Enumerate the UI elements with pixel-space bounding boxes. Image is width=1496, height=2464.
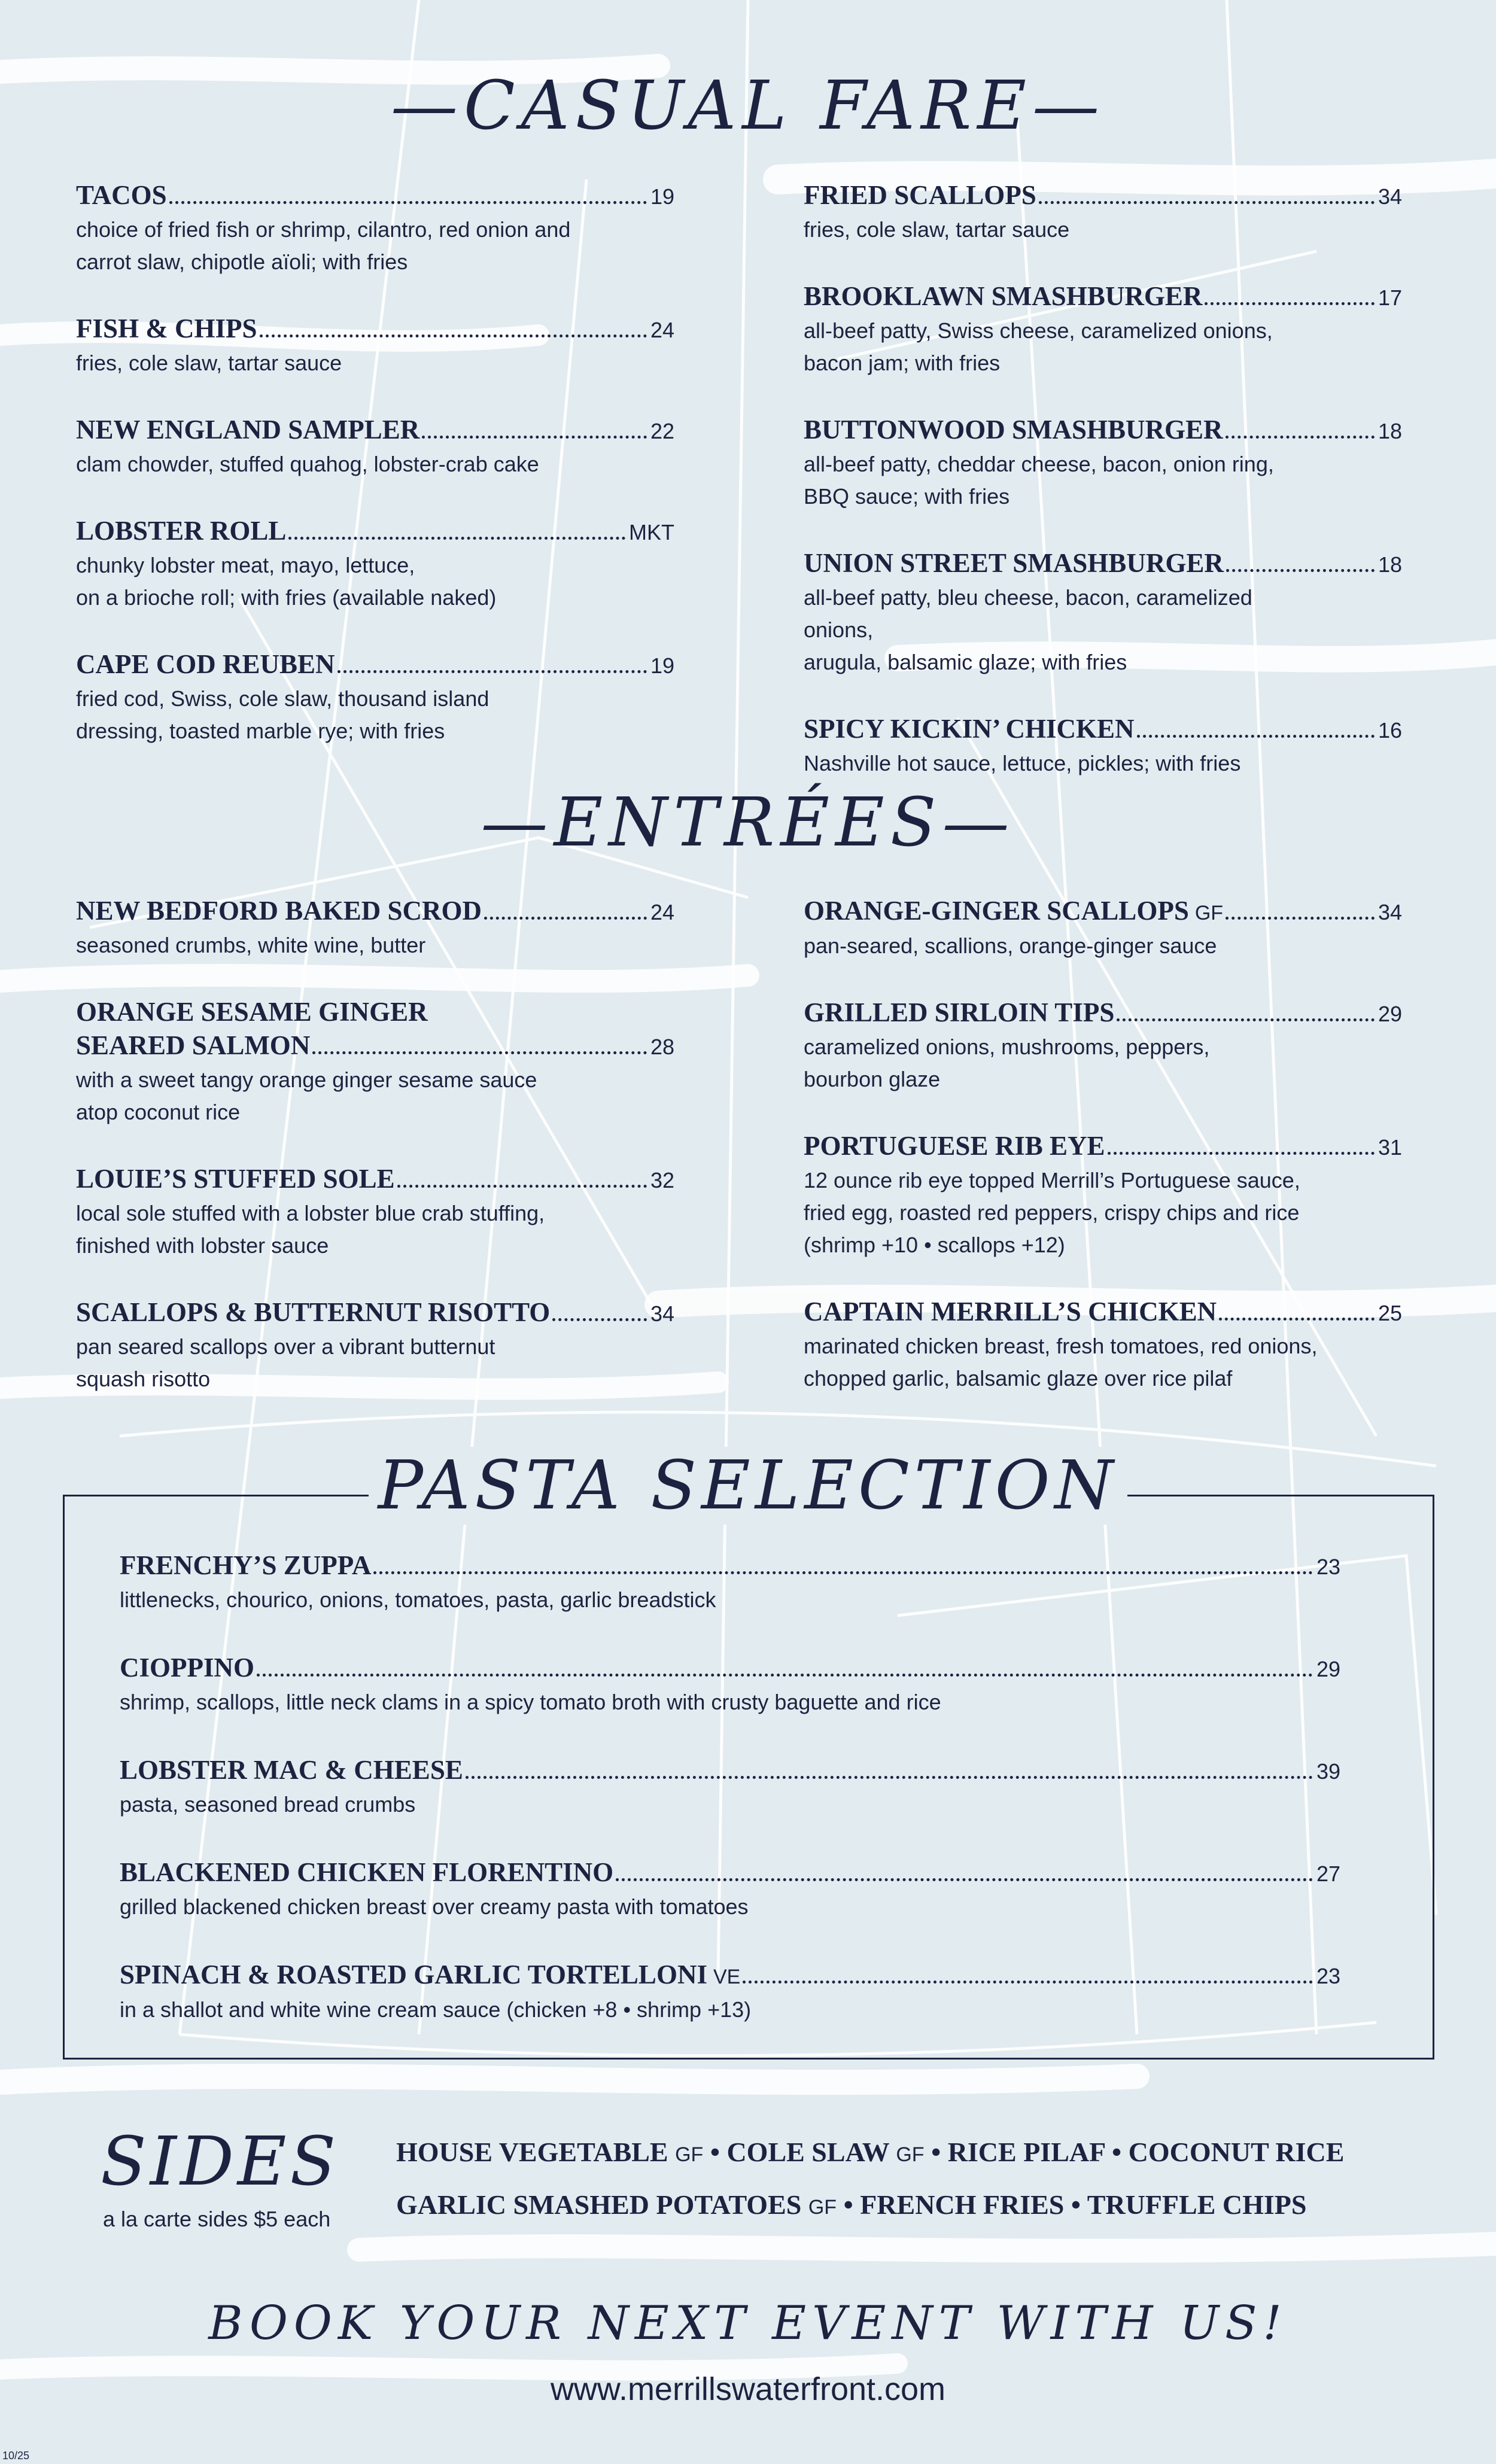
menu-item [804,413,1402,513]
dot-leader [1108,1152,1375,1155]
entrees-heading [0,784,1496,862]
item-price: 18 [1378,552,1402,577]
pasta-title: PASTA SELECTION [369,1447,1128,1525]
heading-dash-right: — [1032,67,1106,145]
item-description: local sole stuffed with a lobster blue crab stuffing, finished with lobster sauce [76,1201,545,1258]
dot-leader [1226,569,1375,572]
item-name: SPICY KICKIN’ CHICKEN [804,714,1135,744]
entrees-right-column [804,894,1402,1428]
item-description: littlenecks, chourico, onions, tomatoes, pasta, garlic breadstick [120,1587,716,1612]
item-price: 39 [1316,1759,1340,1784]
item-description: choice of fried fish or shrimp, cilantro, red onion and carrot slaw, chipotle aïoli; with fries [76,217,571,274]
menu-item [804,894,1402,962]
gluten-free-tag: GF [1194,902,1224,924]
item-price: 34 [1378,900,1402,924]
item-price: 27 [1316,1861,1340,1886]
item-name: PORTUGUESE RIB EYE [804,1131,1105,1161]
item-description: fries, cole slaw, tartar sauce [804,217,1070,242]
item-description: caramelized onions, mushrooms, peppers, bourbon glaze [804,1035,1210,1091]
dot-leader [337,670,647,673]
side-item: HOUSE VEGETABLE [396,2137,668,2167]
sides-title: SIDES [101,2123,340,2201]
item-name: CAPTAIN MERRILL’S CHICKEN [804,1297,1217,1327]
menu-item [76,995,674,1128]
item-price: 19 [650,653,674,678]
item-description: 12 ounce rib eye topped Merrill’s Portuguese sauce, fried egg, roasted red peppers, crispy chips and rice (shrimp +10 • scallops +12) [804,1168,1300,1257]
bullet-separator: • [1071,2189,1081,2220]
item-description: with a sweet tangy orange ginger sesame sauce atop coconut rice [76,1067,537,1124]
bullet-separator: • [843,2189,853,2220]
menu-item [76,178,674,278]
dot-leader [288,537,625,540]
website-link[interactable]: www.merrillswaterfront.com [550,2371,946,2407]
item-price: 29 [1378,1002,1402,1026]
dot-leader [260,334,647,337]
casual-fare-left-column [76,178,674,781]
item-price: 17 [1378,285,1402,310]
menu-item [120,1958,1340,2026]
item-description: grilled blackened chicken breast over creamy pasta with tomatoes [120,1894,749,1919]
menu-item [804,1129,1402,1261]
item-price: 18 [1378,419,1402,443]
book-event-banner: BOOK YOUR NEXT EVENT WITH US! [208,2296,1288,2350]
item-price: 24 [650,900,674,924]
dot-leader [312,1051,647,1054]
side-item: FRENCH FRIES [860,2189,1065,2220]
entrees-left-column [76,894,674,1429]
menu-item [76,413,674,480]
item-description: chunky lobster meat, mayo, lettuce, on a brioche roll; with fries (available naked) [76,553,497,610]
gluten-free-tag: GF [675,2143,704,2166]
dot-leader [257,1674,1313,1677]
item-price: 23 [1316,1964,1340,1988]
menu-item [120,1753,1340,1821]
item-name: SEARED SALMON [76,1030,311,1060]
item-price: MKT [629,520,674,544]
item-name: SPINACH & ROASTED GARLIC TORTELLONI [120,1960,707,1990]
dot-leader [1137,735,1375,738]
side-item: COLE SLAW [726,2137,889,2167]
side-item: RICE PILAF [947,2137,1105,2167]
dot-leader [169,201,647,204]
menu-item [76,1162,674,1262]
dot-leader [1219,1318,1375,1321]
dot-leader [743,1981,1313,1984]
gluten-free-tag: GF [896,2143,925,2166]
menu-item [804,546,1402,679]
item-price: 34 [1378,184,1402,209]
menu-item [120,1855,1340,1923]
sides-line-1 [396,2136,1344,2168]
dot-leader [1039,201,1375,204]
side-item: TRUFFLE CHIPS [1087,2189,1307,2220]
pasta-heading [0,1447,1496,1525]
item-description: all-beef patty, Swiss cheese, caramelized onions, bacon jam; with fries [804,318,1273,375]
dot-leader [1226,436,1375,439]
pasta-list [120,1549,1340,2061]
item-name: GRILLED SIRLOIN TIPS [804,997,1115,1027]
menu-item [804,712,1402,780]
menu-item [804,279,1402,379]
item-name: UNION STREET SMASHBURGER [804,548,1224,578]
menu-item [804,1295,1402,1395]
dot-leader [373,1571,1313,1574]
item-name: NEW BEDFORD BAKED SCROD [76,896,482,926]
item-name: NEW ENGLAND SAMPLER [76,415,420,445]
dot-leader [552,1318,647,1321]
item-description: pasta, seasoned bread crumbs [120,1792,416,1817]
item-price: 32 [650,1168,674,1193]
item-price: 25 [1378,1301,1402,1325]
item-price: 34 [650,1301,674,1326]
dot-leader [484,917,647,920]
item-description: all-beef patty, bleu cheese, bacon, caramelized onions, arugula, balsamic glaze; with fries [804,585,1252,674]
item-description: all-beef patty, cheddar cheese, bacon, onion ring, BBQ sauce; with fries [804,452,1274,509]
menu-item [76,647,674,747]
menu-item [76,514,674,614]
sides-note: a la carte sides $5 each [103,2207,331,2231]
menu-item [120,1651,1340,1718]
dot-leader [616,1878,1313,1881]
item-name: BROOKLAWN SMASHBURGER [804,281,1203,311]
item-price: 23 [1316,1555,1340,1579]
item-name: BUTTONWOOD SMASHBURGER [804,415,1223,445]
item-description: in a shallot and white wine cream sauce (chicken +8 • shrimp +13) [120,1997,752,2022]
item-description: fries, cole slaw, tartar sauce [76,351,342,375]
heading-dash-left: — [481,784,554,862]
menu-item [120,1549,1340,1616]
item-description: Nashville hot sauce, lettuce, pickles; with fries [804,751,1241,775]
item-name: CIOPPINO [120,1653,254,1683]
entrees-title: ENTRÉES [554,784,942,862]
menu-item [76,894,674,962]
gluten-free-tag: GF [808,2196,837,2219]
menu-item [804,178,1402,246]
item-description: pan-seared, scallions, orange-ginger sauce [804,933,1217,958]
vegetarian-tag: VE [713,1966,741,1988]
dot-leader [1226,917,1375,920]
sides-line-2 [396,2189,1306,2220]
heading-dash-right: — [942,784,1015,862]
item-price: 22 [650,419,674,443]
item-name: LOBSTER ROLL [76,516,287,546]
casual-fare-heading [0,67,1496,145]
casual-fare-title: CASUAL FARE [463,67,1033,145]
item-name: FISH & CHIPS [76,314,257,343]
item-price: 29 [1316,1657,1340,1681]
item-name: TACOS [76,180,167,210]
item-price: 31 [1378,1135,1402,1160]
bullet-separator: • [1112,2137,1122,2167]
dot-leader [466,1776,1313,1779]
item-price: 19 [650,184,674,209]
side-item: GARLIC SMASHED POTATOES [396,2189,802,2220]
item-name: ORANGE-GINGER SCALLOPS [804,896,1189,926]
item-name: BLACKENED CHICKEN FLORENTINO [120,1857,614,1887]
casual-fare-right-column [804,178,1402,813]
item-description: marinated chicken breast, fresh tomatoes, red onions, chopped garlic, balsamic glaze over rice pilaf [804,1334,1318,1391]
menu-item [76,1295,674,1395]
item-name: LOBSTER MAC & CHEESE [120,1755,463,1785]
item-price: 16 [1378,718,1402,743]
item-name: LOUIE’S STUFFED SOLE [76,1164,395,1194]
item-name: FRENCHY’S ZUPPA [120,1550,372,1580]
item-description: shrimp, scallops, little neck clams in a spicy tomato broth with crusty baguette and rice [120,1690,941,1714]
dot-leader [1205,302,1375,305]
menu-item [76,312,674,379]
item-description: fried cod, Swiss, cole slaw, thousand island dressing, toasted marble rye; with fries [76,686,489,743]
heading-dash-left: — [390,67,464,145]
item-description: seasoned crumbs, white wine, butter [76,933,426,957]
dot-leader [397,1185,647,1188]
menu-item [804,996,1402,1096]
bullet-separator: • [710,2137,720,2167]
print-code: 10/25 [2,2450,30,2462]
dot-leader [1117,1018,1375,1021]
bullet-separator: • [931,2137,941,2167]
side-item: COCONUT RICE [1128,2137,1345,2167]
item-name: CAPE COD REUBEN [76,649,335,679]
item-price: 24 [650,318,674,342]
item-name: FRIED SCALLOPS [804,180,1036,210]
item-name: SCALLOPS & BUTTERNUT RISOTTO [76,1297,551,1327]
item-description: clam chowder, stuffed quahog, lobster-crab cake [76,452,539,476]
dot-leader [422,436,647,439]
item-price: 28 [650,1035,674,1059]
item-description: pan seared scallops over a vibrant butternut squash risotto [76,1334,495,1391]
item-name-line-1: ORANGE SESAME GINGER [76,997,428,1027]
